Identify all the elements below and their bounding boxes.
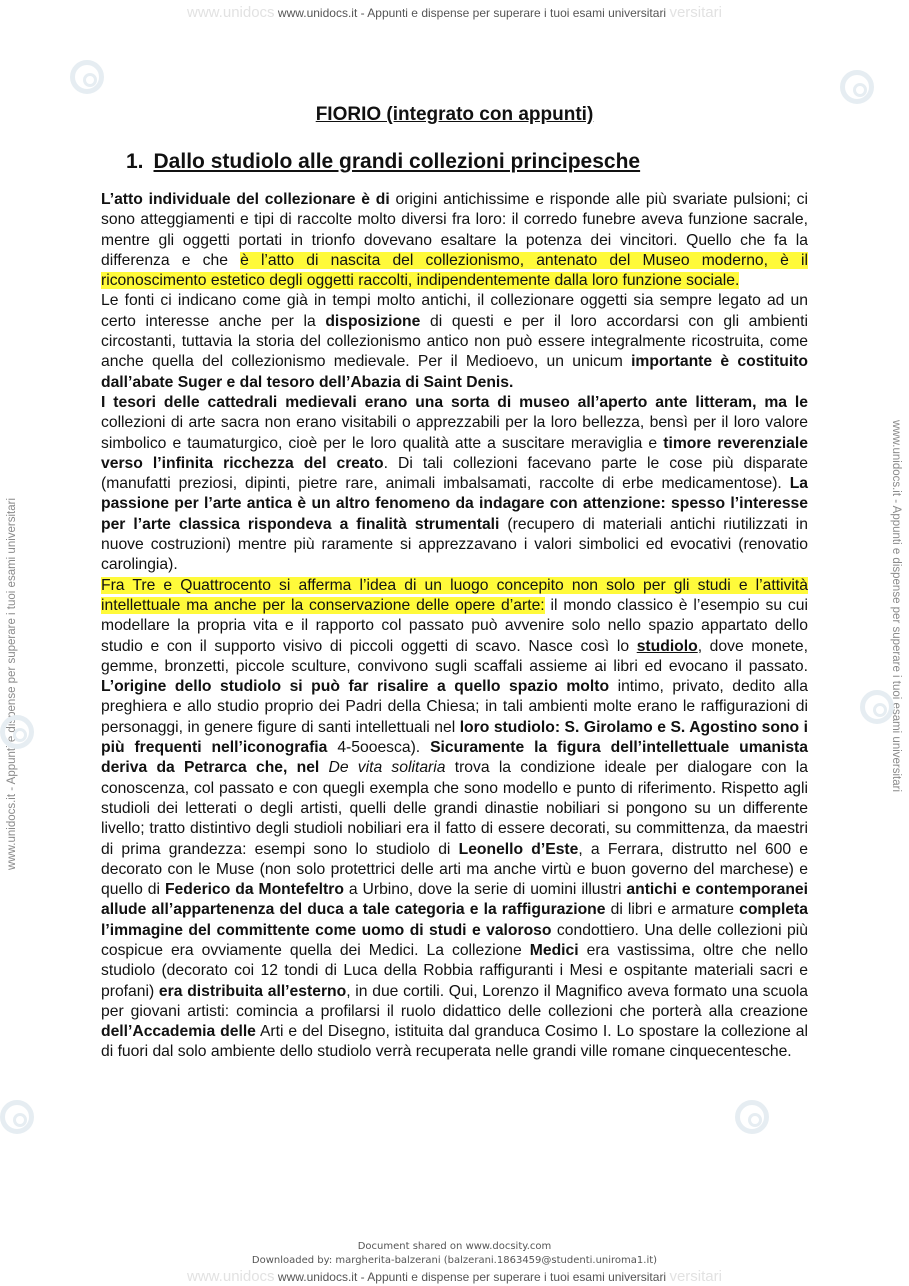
text-run: Le fonti ci indicano come già in tempi molto antichi, il collezionare oggetti sia sempre legato ad un certo interesse anche per la	[101, 292, 808, 330]
header-ghost-left: www.unidocs	[187, 4, 275, 21]
body-paragraph	[101, 190, 808, 291]
highlighted-text: è l’atto di nascita del collezionismo, antenato del Museo moderno, è il riconoscimento estetico degli oggetti raccolti, indipendentemente dalla loro funzione sociale.	[101, 251, 808, 290]
text-run: Arti e del Disegno, istituita dal granduca Cosimo I. Lo spostare la collezione al di fuori dal solo ambiente dello studiolo verrà recuperata nelle grandi ville romane cinquecentesche.	[101, 1023, 808, 1061]
text-run: Medici	[529, 941, 579, 959]
text-run: I tesori delle cattedrali medievali erano una sorta di museo all’aperto ante litteram, ma le	[101, 393, 808, 411]
header-watermark-text: www.unidocs.it - Appunti e dispense per superare i tuoi esami universitari	[277, 6, 667, 20]
text-run: trova la condizione ideale per dialogare con la conoscenza, col passato e con quegli exempla che sono modello e punto di riferimento. Rispetto agli studioli dei letterati o degli artisti, quelli delle grandi dinastie nobiliari si pongono su un differente livello; tratto distintivo degli studioli nobiliari era il fatto di essere decorati, su committenza, da maestri di prima grandezza: esempi sono lo studiolo di	[101, 759, 808, 858]
body-paragraph	[101, 576, 808, 1063]
text-run: Leonello d’Este	[458, 840, 579, 858]
text-run: . Di tali collezioni facevano parte le cose più disparate (manufatti preziosi, dipinti, pietre rare, animali imbalsamati, raccolte di erbe medicamentose).	[101, 454, 808, 493]
unidocs-logo-icon	[860, 690, 894, 724]
text-run	[319, 759, 328, 776]
document-body	[101, 190, 808, 1063]
text-run: , a Ferrara, distrutto nel 600 e decorato con le Muse (non solo protettrici delle arti ma anche virtù e buon governo del marchese) e quello di	[101, 840, 808, 899]
text-run: , dove monete, gemme, bronzetti, piccole sculture, convivono sugli scaffali assieme ai libri ed evocano il passato.	[101, 637, 809, 675]
footer-ghost-left: www.unidocs	[187, 1268, 275, 1285]
section-heading	[126, 150, 640, 174]
text-run: (recupero di materiali antichi riutilizzati in nuove costruzioni) mentre più raramente si apprezzavano i valori simbolici ed evocativi (renovatio carolingia).	[101, 515, 808, 574]
section-number: 1.	[126, 150, 144, 173]
left-side-watermark: www.unidocs.it - Appunti e dispense per superare i tuoi esami universitari	[6, 497, 18, 870]
downloaded-by-notice: Downloaded by: margherita-balzerani (balzerani.1863459@studenti.uniroma1.it)	[251, 1255, 658, 1266]
text-run: disposizione	[325, 312, 421, 330]
text-run: era distribuita all’esterno	[158, 982, 347, 1000]
text-run: L’atto individuale del collezionare è di	[101, 191, 390, 208]
text-run: timore reverenziale verso l’infinita ricchezza del creato	[101, 434, 808, 472]
document-title: FIORIO (integrato con appunti)	[315, 104, 594, 125]
text-run: intimo, privato, dedito alla preghiera e allo studio proprio dei Padri della Chiesa; in tali ambienti molte erano le raffigurazioni di personaggi, in genere figure di santi intellettuali nel	[101, 678, 808, 736]
text-run: L’origine dello studiolo si può far risalire a quello spazio molto	[101, 678, 610, 696]
text-run: di questi e per il loro accordarsi con gli ambienti circostanti, tuttavia la storia del collezionismo antico non può essere integralmente ricostruita, come anche quella del collezionismo medievale. Per il Medioevo, un unicum	[101, 312, 808, 371]
text-run: era vastissima, oltre che nello studiolo (decorato coi 12 tondi di Luca della Robbia raffiguranti i Mesi e ospitante materiali sacri e profani)	[101, 941, 809, 1000]
text-run: Federico da Montefeltro	[164, 881, 344, 899]
text-run: condottiero. Una delle collezioni più cospicue era ovviamente quella dei Medici. La collezione	[101, 921, 808, 959]
body-paragraph	[101, 291, 808, 392]
text-run: di libri e armature	[605, 901, 740, 919]
footer-watermark-text: www.unidocs.it - Appunti e dispense per superare i tuoi esami universitari	[277, 1270, 667, 1284]
text-run: La passione per l’arte antica è un altro fenomeno da indagare con attenzione: spesso l’interesse per l’arte classica rispondeva a finalità strumentali	[101, 475, 808, 533]
header-ghost-right: versitari	[669, 4, 722, 21]
highlighted-text: Fra Tre e Quattrocento si afferma l’idea di un luogo concepito non solo per gli studi e l’attività intellettuale ma anche per la conservazione delle opere d’arte:	[101, 576, 808, 614]
unidocs-logo-icon	[0, 715, 34, 749]
text-run: il mondo classico è l’esempio su cui modellare la propria vita e il rapporto col passato può avvenire solo nello spazio appartato dello studio e con il supporto visivo di piccoli oggetti di scavo. Nasce così lo	[101, 596, 808, 655]
text-run: origini antichissime e risponde alle più svariate pulsioni; ci sono atteggiamenti e tipi di raccolte molto diversi fra loro: il corredo funebre aveva funzione sacrale, mentre gli oggetti portati in trionfo dovevano esaltare la potenza dei vincitori. Quello che fa la differenza e che	[101, 191, 809, 269]
text-run: , in due cortili. Qui, Lorenzo il Magnifico aveva formato una scuola per giovani artisti: comincia a profilarsi il ruolo didattico delle collezioni che porterà alla creazione	[101, 982, 808, 1020]
right-side-watermark: www.unidocs.it - Appunti e dispense per superare i tuoi esami universitari	[890, 420, 902, 793]
text-run: completa l’immagine del committente come uomo di studi e valoroso	[101, 901, 808, 939]
text-run: loro studiolo: S. Girolamo e S. Agostino sono i più frequenti nell’iconografia	[101, 718, 808, 757]
shared-notice: Document shared on www.docsity.com	[357, 1241, 552, 1252]
text-run: studiolo	[636, 637, 698, 655]
unidocs-logo-icon	[735, 1100, 769, 1134]
download-footer	[0, 1240, 909, 1268]
text-run: Sicuramente la figura dell’intellettuale umanista deriva da Petrarca che, nel	[101, 739, 809, 777]
text-run: importante è costituito dall’abate Suger e dal tesoro dell’Abazia di Saint Denis.	[101, 353, 808, 391]
text-run: 4-5ooesca).	[327, 739, 431, 757]
text-run: collezioni di arte sacra non erano visitabili o apprezzabili per la loro bellezza, bensì per il loro valore simbolico e taumaturgico, cioè per le loro qualità atte a suscitare meraviglia e	[101, 414, 808, 452]
footer-watermark	[0, 1268, 909, 1285]
text-run: a Urbino, dove la serie di uomini illustri	[343, 881, 627, 899]
body-paragraph	[101, 393, 808, 576]
footer-ghost-right: versitari	[669, 1268, 722, 1285]
unidocs-logo-icon	[840, 70, 874, 104]
text-run: dell’Accademia delle	[101, 1023, 256, 1041]
unidocs-logo-icon	[0, 1100, 34, 1134]
unidocs-logo-icon	[70, 60, 104, 94]
text-run: antichi e contemporanei allude all’appartenenza del duca a tale categoria e la raffigurazione	[101, 881, 808, 919]
header-watermark	[0, 4, 909, 21]
text-run: De vita solitaria	[328, 759, 446, 777]
section-heading-text: Dallo studiolo alle grandi collezioni principesche	[153, 150, 641, 173]
